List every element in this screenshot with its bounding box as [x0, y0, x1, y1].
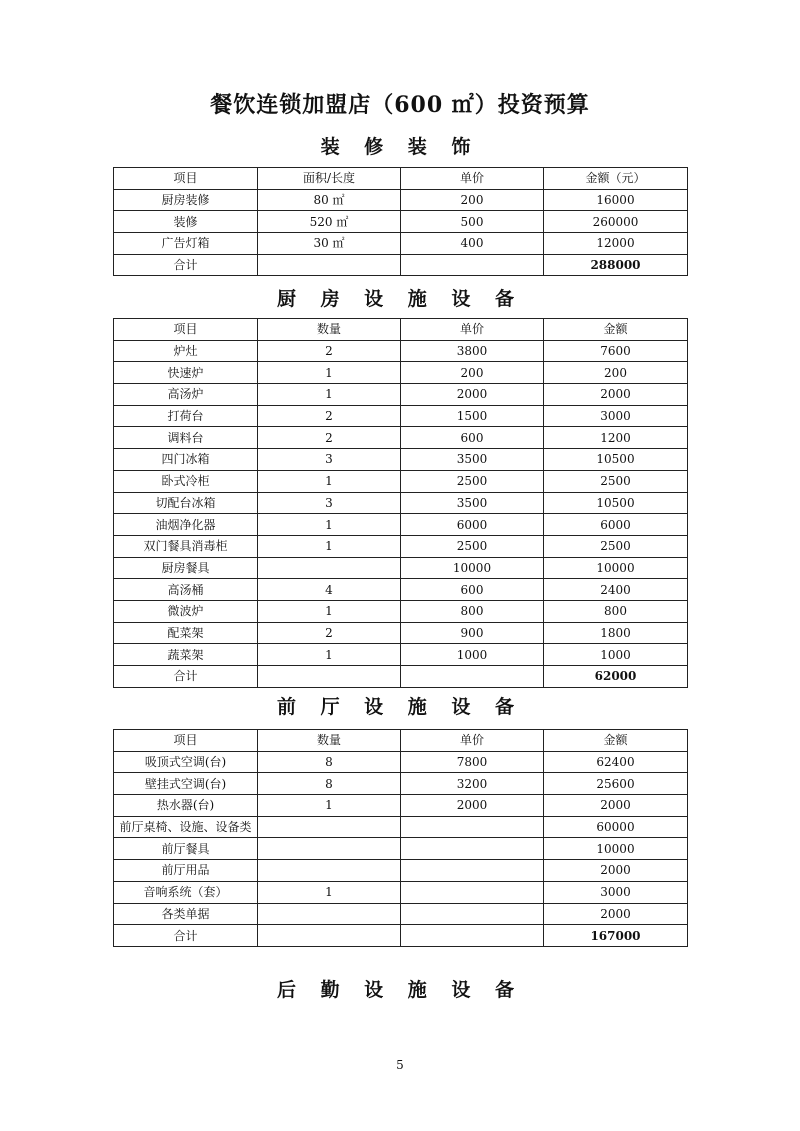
table-row [114, 838, 688, 860]
table-total-cell: 62000 [544, 666, 688, 688]
table-cell: 200 [401, 362, 544, 384]
table-cell: 900 [401, 622, 544, 644]
table-row [114, 470, 688, 492]
section-title-decoration: 装 修 装 饰 [320, 136, 480, 158]
table-cell: 前厅桌椅、设施、设备类 [114, 816, 258, 838]
table-cell: 热水器(台) [114, 795, 258, 817]
table-cell: 200 [544, 362, 688, 384]
table-header-cell: 项目 [114, 319, 258, 341]
table-cell: 3200 [401, 773, 544, 795]
table-cell: 2000 [401, 384, 544, 406]
table-cell: 2 [258, 405, 401, 427]
table-cell: 600 [401, 427, 544, 449]
table-cell: 62400 [544, 751, 688, 773]
table-cell: 8 [258, 773, 401, 795]
table-row [114, 514, 688, 536]
table-cell: 厨房餐具 [114, 557, 258, 579]
table-header-row [114, 319, 688, 341]
table-cell: 1200 [544, 427, 688, 449]
table-header-cell: 数量 [258, 319, 401, 341]
table-cell: 30 ㎡ [258, 233, 401, 255]
table-row [114, 795, 688, 817]
table-cell [401, 903, 544, 925]
table-cell: 前厅餐具 [114, 838, 258, 860]
table-row [114, 644, 688, 666]
table-cell: 切配台冰箱 [114, 492, 258, 514]
table-cell: 2000 [544, 860, 688, 882]
table-cell: 微波炉 [114, 600, 258, 622]
table-cell: 2 [258, 622, 401, 644]
table-cell: 2000 [544, 903, 688, 925]
table-header-row [114, 730, 688, 752]
table-cell: 2000 [401, 795, 544, 817]
table-cell: 2500 [401, 470, 544, 492]
table-row [114, 492, 688, 514]
table-cell: 高汤桶 [114, 579, 258, 601]
table-row [114, 189, 688, 211]
table-cell: 1500 [401, 405, 544, 427]
table-row [114, 427, 688, 449]
table-cell: 2500 [544, 535, 688, 557]
table-cell: 260000 [544, 211, 688, 233]
table-cell: 10000 [544, 838, 688, 860]
table-cell: 6000 [401, 514, 544, 536]
table-cell: 7800 [401, 751, 544, 773]
table-cell: 10500 [544, 492, 688, 514]
table-cell: 1 [258, 535, 401, 557]
section-title-kitchen-equipment: 厨 房 设 施 设 备 [276, 288, 524, 310]
table-total-cell: 合计 [114, 254, 258, 276]
table-cell [401, 860, 544, 882]
table-total-cell [258, 925, 401, 947]
table-total-cell: 合计 [114, 666, 258, 688]
table-cell: 60000 [544, 816, 688, 838]
table-cell: 7600 [544, 340, 688, 362]
table-cell: 10000 [544, 557, 688, 579]
table-cell: 3500 [401, 492, 544, 514]
section-title-front-hall-equipment: 前 厅 设 施 设 备 [276, 696, 524, 718]
table-cell: 2500 [544, 470, 688, 492]
table-cell: 双门餐具消毒柜 [114, 535, 258, 557]
table-row [114, 405, 688, 427]
table-cell: 1 [258, 514, 401, 536]
table-cell: 10500 [544, 449, 688, 471]
table-total-row [114, 925, 688, 947]
table-cell: 3 [258, 492, 401, 514]
table-cell: 各类单据 [114, 903, 258, 925]
table-cell [401, 881, 544, 903]
table-row [114, 860, 688, 882]
table-row [114, 449, 688, 471]
table-total-cell [401, 254, 544, 276]
table-cell: 3800 [401, 340, 544, 362]
table-cell: 配菜架 [114, 622, 258, 644]
table-row [114, 816, 688, 838]
table-cell: 音响系统（套） [114, 881, 258, 903]
table-header-cell: 项目 [114, 168, 258, 190]
table-cell [401, 816, 544, 838]
table-row [114, 362, 688, 384]
table-row [114, 881, 688, 903]
document-title: 餐饮连锁加盟店（600 ㎡）投资预算 [210, 92, 590, 118]
table-cell [401, 838, 544, 860]
table-header-cell: 金额（元） [544, 168, 688, 190]
table-row [114, 600, 688, 622]
table-cell: 四门冰箱 [114, 449, 258, 471]
kitchen-equipment-table [113, 318, 688, 688]
table-cell: 2500 [401, 535, 544, 557]
table-cell: 200 [401, 189, 544, 211]
table-row [114, 751, 688, 773]
front-hall-equipment-table [113, 729, 688, 947]
table-cell [258, 903, 401, 925]
table-cell: 卧式冷柜 [114, 470, 258, 492]
page-number: 5 [396, 1058, 404, 1072]
table-cell: 10000 [401, 557, 544, 579]
table-cell: 打荷台 [114, 405, 258, 427]
table-cell: 1 [258, 362, 401, 384]
table-header-cell: 项目 [114, 730, 258, 752]
table-cell: 调料台 [114, 427, 258, 449]
table-header-row [114, 168, 688, 190]
table-cell [258, 838, 401, 860]
table-header-cell: 单价 [401, 168, 544, 190]
table-cell: 快速炉 [114, 362, 258, 384]
table-row [114, 557, 688, 579]
decoration-budget-table [113, 167, 688, 276]
table-cell [258, 816, 401, 838]
table-row [114, 903, 688, 925]
table-cell: 壁挂式空调(台) [114, 773, 258, 795]
table-cell: 25600 [544, 773, 688, 795]
table-total-row [114, 666, 688, 688]
table-cell: 4 [258, 579, 401, 601]
table-cell: 1000 [544, 644, 688, 666]
table-header-cell: 单价 [401, 730, 544, 752]
table-cell [258, 557, 401, 579]
table-cell: 炉灶 [114, 340, 258, 362]
table-cell: 2000 [544, 384, 688, 406]
table-cell: 3 [258, 449, 401, 471]
table-row [114, 622, 688, 644]
table-total-cell: 合计 [114, 925, 258, 947]
table-cell [258, 860, 401, 882]
table-header-cell: 面积/长度 [258, 168, 401, 190]
table-row [114, 340, 688, 362]
table-cell: 1800 [544, 622, 688, 644]
table-cell: 800 [544, 600, 688, 622]
table-cell: 1 [258, 881, 401, 903]
table-cell: 1 [258, 384, 401, 406]
table-row [114, 233, 688, 255]
table-cell: 广告灯箱 [114, 233, 258, 255]
table-cell: 1 [258, 470, 401, 492]
table-total-cell: 288000 [544, 254, 688, 276]
table-row [114, 535, 688, 557]
table-cell: 装修 [114, 211, 258, 233]
table-cell: 3000 [544, 881, 688, 903]
table-cell: 高汤炉 [114, 384, 258, 406]
table-cell: 1 [258, 644, 401, 666]
table-cell: 16000 [544, 189, 688, 211]
table-cell: 1000 [401, 644, 544, 666]
table-cell: 3000 [544, 405, 688, 427]
table-row [114, 211, 688, 233]
table-cell: 600 [401, 579, 544, 601]
table-cell: 吸顶式空调(台) [114, 751, 258, 773]
table-cell: 2000 [544, 795, 688, 817]
table-total-cell [258, 254, 401, 276]
table-cell: 1 [258, 600, 401, 622]
section-title-logistics-equipment: 后 勤 设 施 设 备 [276, 979, 524, 1001]
table-total-cell [401, 925, 544, 947]
table-total-cell [258, 666, 401, 688]
table-cell: 6000 [544, 514, 688, 536]
table-header-cell: 数量 [258, 730, 401, 752]
table-cell: 8 [258, 751, 401, 773]
table-total-cell [401, 666, 544, 688]
table-total-cell: 167000 [544, 925, 688, 947]
table-row [114, 773, 688, 795]
table-cell: 80 ㎡ [258, 189, 401, 211]
table-cell: 蔬菜架 [114, 644, 258, 666]
table-cell: 3500 [401, 449, 544, 471]
table-cell: 800 [401, 600, 544, 622]
table-row [114, 384, 688, 406]
table-cell: 2 [258, 340, 401, 362]
table-header-cell: 单价 [401, 319, 544, 341]
table-header-cell: 金额 [544, 319, 688, 341]
table-cell: 500 [401, 211, 544, 233]
table-header-cell: 金额 [544, 730, 688, 752]
table-cell: 2400 [544, 579, 688, 601]
table-cell: 12000 [544, 233, 688, 255]
table-cell: 油烟净化器 [114, 514, 258, 536]
table-cell: 400 [401, 233, 544, 255]
table-cell: 前厅用品 [114, 860, 258, 882]
table-row [114, 579, 688, 601]
table-cell: 厨房装修 [114, 189, 258, 211]
table-cell: 1 [258, 795, 401, 817]
table-cell: 2 [258, 427, 401, 449]
table-cell: 520 ㎡ [258, 211, 401, 233]
table-total-row [114, 254, 688, 276]
